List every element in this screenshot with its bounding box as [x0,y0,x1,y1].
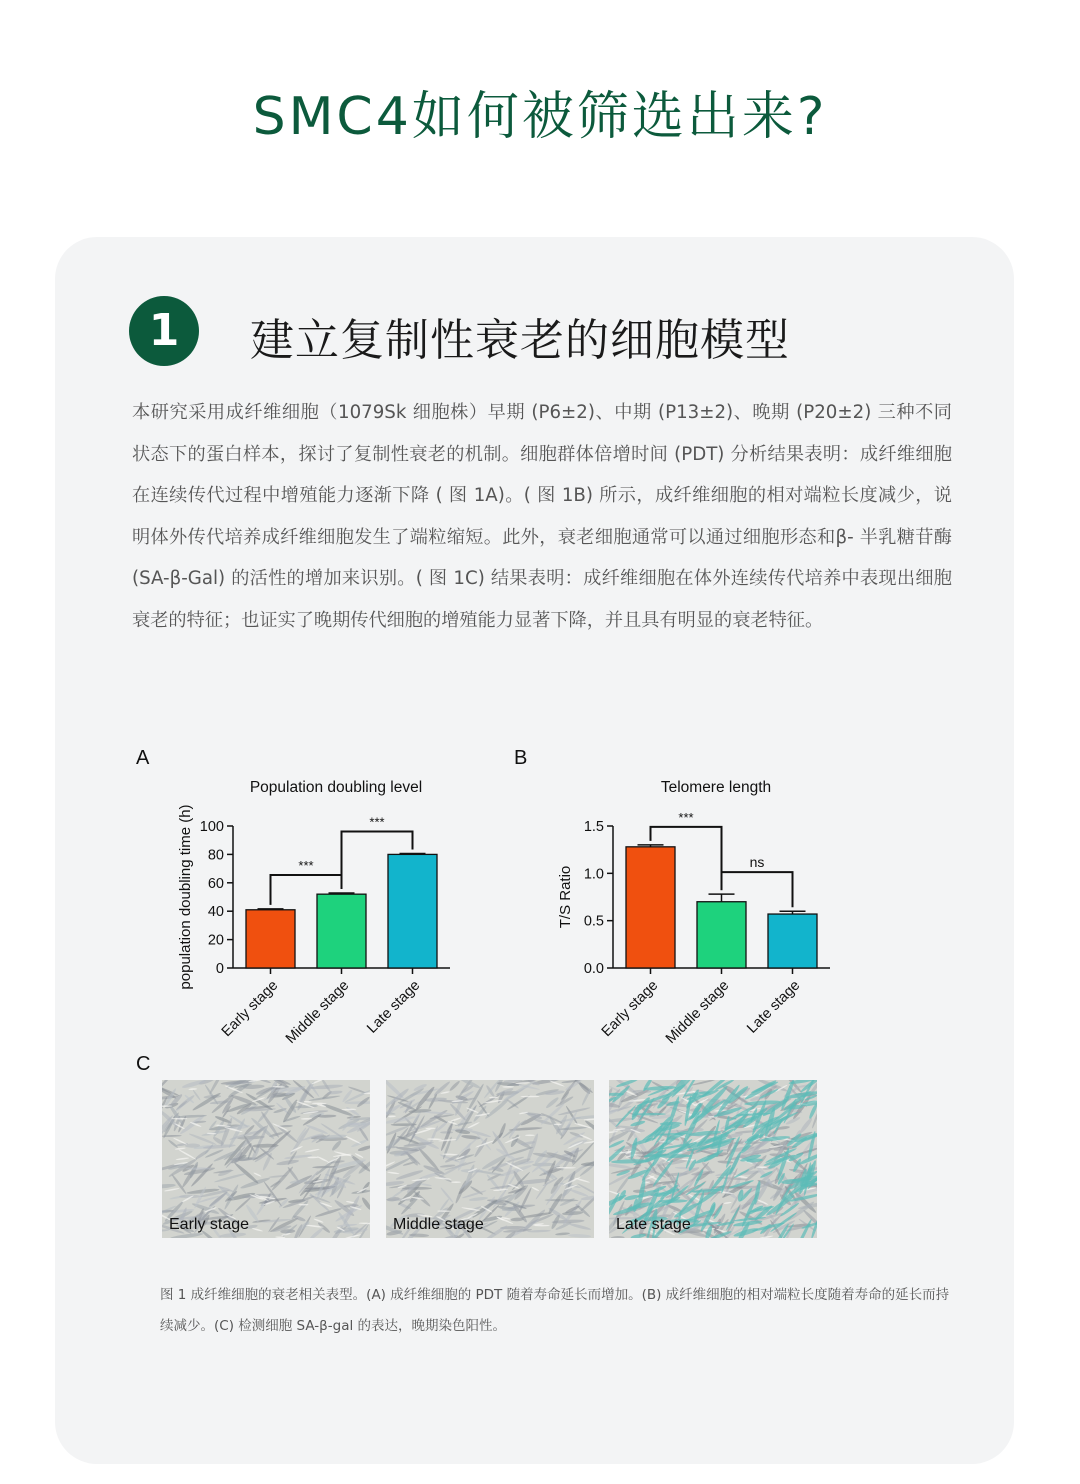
pdl-ylabel: population doubling time (h) [177,804,194,990]
panel-c-label: C [136,1053,151,1075]
pdl-ytick-label: 100 [199,819,224,835]
micrograph-middle [386,1080,594,1238]
telomere-bar [626,847,675,968]
pdl-ytick-label: 20 [207,932,224,949]
telomere-length-chart [540,770,860,1060]
pdl-title: Population doubling level [249,779,423,796]
telomere-significance-label: *** [678,809,694,825]
pdl-significance-label: *** [298,858,314,874]
panel-b-label: B [514,747,528,769]
cell-highlight [171,1118,187,1120]
micrograph-early [162,1080,370,1238]
pdl-xtick-label: Late stage [364,977,424,1037]
telomere-bar [768,914,817,968]
pdl-bar [246,910,295,968]
micrograph-middle-image [386,1080,594,1238]
figure-caption: 图 1 成纤维细胞的衰老相关表型。(A) 成纤维细胞的 PDT 随着寿命延长而增加。(B) 成纤维细胞的相对端粒长度随着寿命的延长而持续减少。(C) 检测细胞 SA-β-gal 的表达，晚期染色阳性。 [160,1287,950,1334]
telomere-xtick-label: Late stage [744,977,804,1037]
telomere-significance-label: ns [749,854,765,871]
population-doubling-chart [160,770,480,1060]
pdl-ytick-label: 0 [215,961,224,977]
section-title: 建立复制性衰老的细胞模型 [250,315,790,366]
micrograph-early-label: Early stage [169,1216,250,1233]
pdl-significance-label: *** [369,814,385,830]
pdl-ytick-label: 60 [207,875,224,892]
telomere-ytick-label: 1.0 [583,866,604,883]
pdl-bar [317,894,366,968]
pdl-xtick-label: Middle stage [282,977,353,1047]
telomere-xtick-label: Middle stage [662,977,733,1047]
page-title: SMC4如何被筛选出来? [252,87,828,147]
micrograph-early-image [162,1080,370,1238]
telomere-bar [697,902,746,968]
telomere-ytick-label: 0.5 [583,913,604,930]
micrograph-late-label: Late stage [616,1216,691,1233]
pdl-xtick-label: Early stage [218,977,282,1041]
telomere-xtick-label: Early stage [598,977,662,1041]
panel-a-label: A [136,747,150,769]
micrograph-middle-label: Middle stage [393,1216,484,1233]
pdl-ytick-label: 40 [207,904,224,921]
pdl-ytick-label: 80 [207,847,224,864]
telomere-ylabel: T/S Ratio [557,865,574,929]
section-number-badge: 1 [129,296,199,366]
micrograph-late-image [609,1080,817,1238]
section-body-text: 本研究采用成纤维细胞（1079Sk 细胞株）早期 (P6±2)、中期 (P13±2)、晚期 (P20±2) 三种不同状态下的蛋白样本，探讨了复制性衰老的机制。细胞群体倍增时间 (PDT) 分析结果表明：成纤维细胞在连续传代过程中增殖能力逐渐下降 ( 图 1A)。( 图 1B) 所示，成纤维细胞的相对端粒长度减少，说明体外传代培养成纤维细胞发生了端粒缩短。此外，衰老细胞通常可以通过细胞形态和β- 半乳糖苷酶 (SA-β-Gal) 的活性的增加来识别。( 图 1C) 结果表明：成纤维细胞在体外连续传代培养中表现出细胞衰老的特征；也证实了晚期传代细胞的增殖能力显著下降，并且具有明显的衰老特征。 [132,402,952,631]
micrograph-late [609,1080,817,1238]
telomere-ytick-label: 0.0 [583,961,604,977]
pdl-bar [388,854,437,968]
telomere-ytick-label: 1.5 [583,819,604,835]
telomere-title: Telomere length [660,779,772,796]
